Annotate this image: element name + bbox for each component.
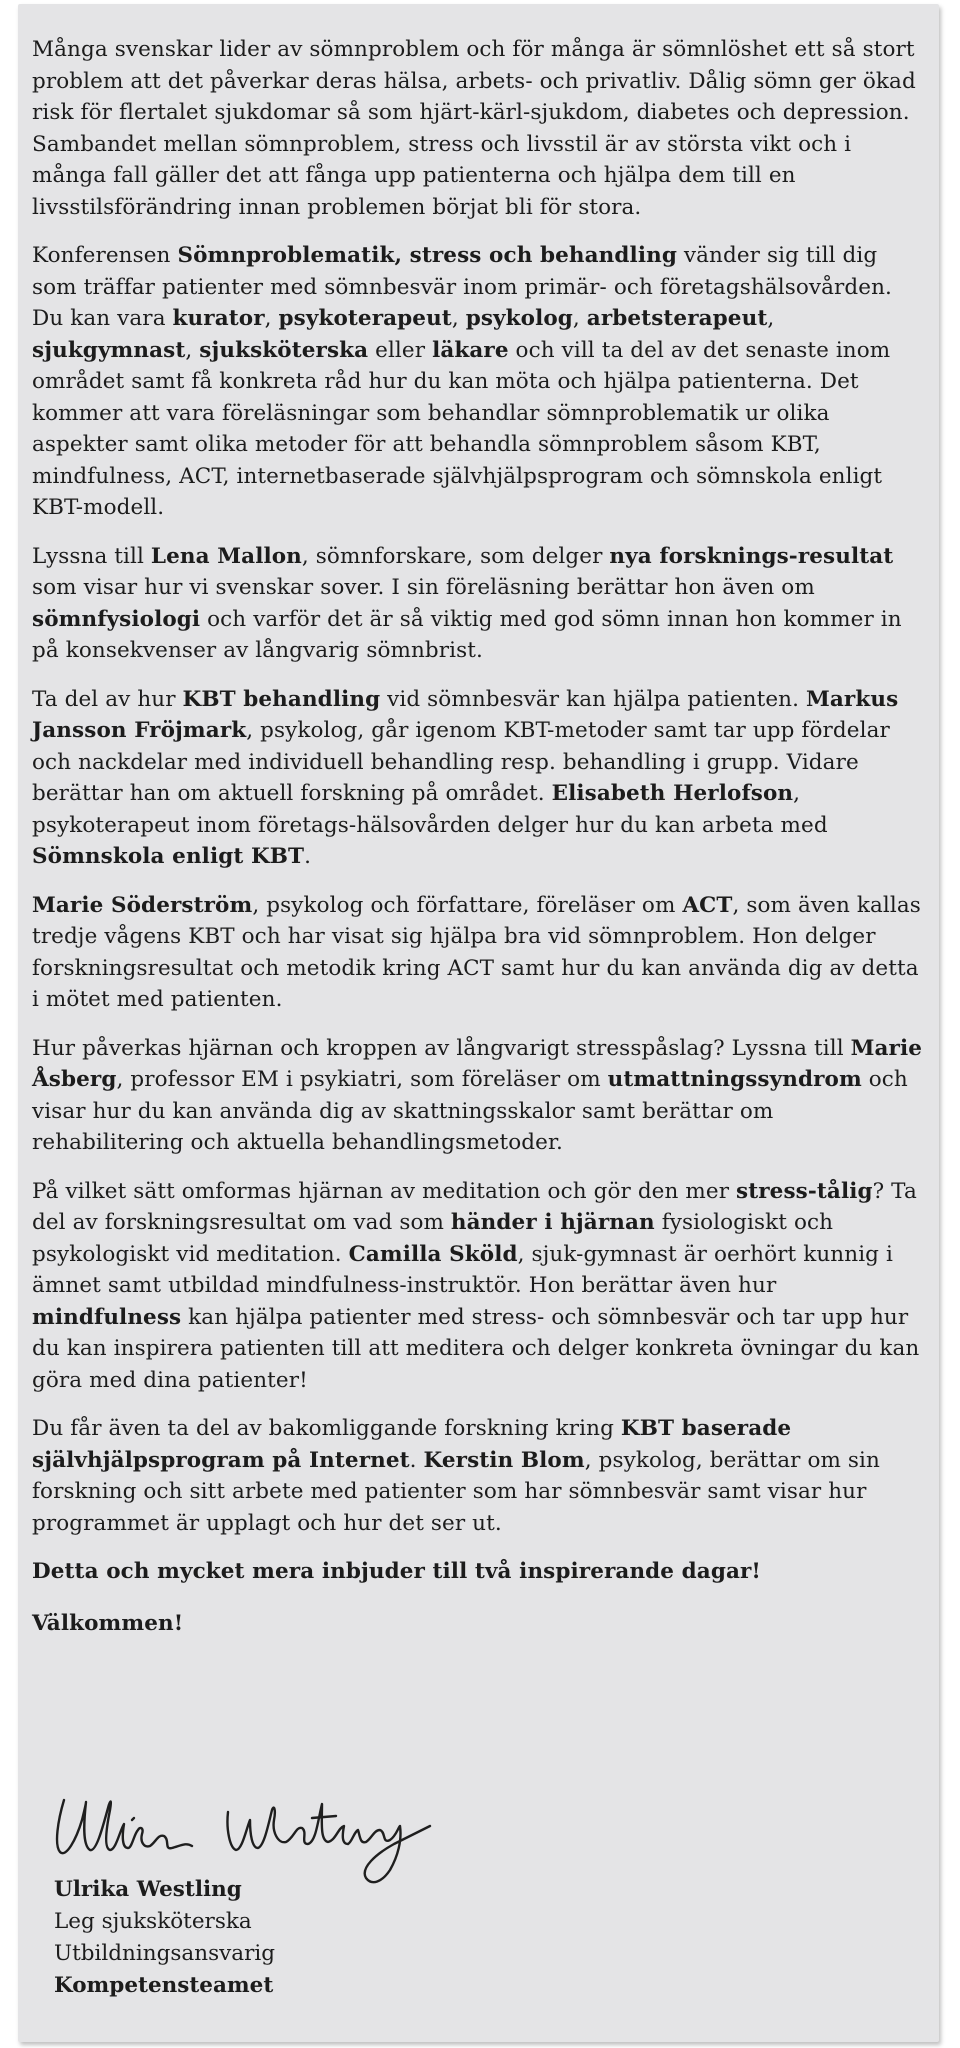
bold-text: händer i hjärnan — [450, 1210, 655, 1235]
text-run: , sömnforskare, som delger — [301, 543, 610, 569]
bold-text: mindfulness — [32, 1304, 182, 1330]
text-run: Lyssna till — [32, 543, 151, 569]
bold-text: Marie Åsberg — [32, 1035, 923, 1092]
paragraph — [32, 1413, 927, 1539]
bold-text: sömnfysiologi — [32, 606, 201, 632]
text-run: , — [185, 337, 200, 363]
text-run: Hur påverkas hjärnan och kroppen av långvarigt stresspåslag? Lyssna till — [32, 1035, 851, 1061]
signer-title: Leg sjuksköterska — [54, 1909, 252, 1934]
text-run: kan hjälpa patienter med stress- och sömnbesvär och tar upp hur du kan inspirera patienten till att meditera och delger konkreta övningar du kan göra med dina patienter! — [32, 1304, 920, 1393]
text-run: , — [264, 306, 279, 331]
closing-line: Detta och mycket mera inbjuder till två inspirerande dagar! — [32, 1559, 761, 1584]
text-run: vänder sig till dig som träffar patienter med sömnbesvär inom primär- och företagshälsovården. Du kan vara — [32, 243, 892, 331]
text-run: Många svenskar lider av sömnproblem och för många är sömnlöshet ett så stort problem att det påverkar deras hälsa, arbets- och privatliv. Dålig sömn ger ökad risk för flertalet sjukdomar så som hjärt-kärl-sjukdom, diabetes och depression. Sambandet mellan sömnproblem, stress och livsstil är av största vikt och i många fall gäller det att fånga upp patienterna och hjälpa dem till en livsstilsförändring innan problemen börjat bli för stora. — [32, 37, 916, 220]
bold-text: Marie Söderström — [32, 892, 253, 918]
text-run: fysiologiskt och psykologiskt vid meditation. — [32, 1210, 834, 1267]
text-run: , — [451, 306, 466, 331]
bold-text: nya forsknings-resultat — [609, 543, 894, 569]
welcome-line: Välkommen! — [32, 1610, 184, 1636]
bold-text: ACT — [682, 892, 733, 918]
text-run: Konferensen — [32, 243, 178, 268]
text-run: , professor EM i psykiatri, som föreläser om — [116, 1067, 608, 1092]
bold-text: Sömnskola enligt KBT — [32, 844, 305, 869]
text-run: och visar hur du kan använda dig av skattningsskalor samt berättar om rehabilitering och aktuella behandlingsmetoder. — [32, 1067, 908, 1155]
text-run: . — [304, 844, 312, 869]
signature-block — [54, 1874, 275, 2002]
bold-text: stress-tålig — [736, 1178, 873, 1204]
letter-body — [32, 34, 927, 1659]
bold-text: Camilla Sköld — [348, 1241, 518, 1267]
bold-text: Markus Jansson Fröjmark — [32, 686, 899, 743]
signer-organization: Kompetensteamet — [54, 1973, 274, 1998]
bold-text: KBT baserade självhjälpsprogram på Internet — [32, 1416, 792, 1473]
bold-text: arbetsterapeut — [586, 306, 768, 331]
paragraph — [32, 684, 927, 873]
text-run: På vilket sätt omformas hjärnan av meditation och gör den mer — [32, 1178, 737, 1204]
bold-text: Lena Mallon — [150, 543, 302, 569]
paragraph — [32, 890, 927, 1016]
bold-text: Sömnproblematik, stress och behandling — [177, 243, 677, 268]
text-run: , psykolog, berättar om sin forskning och sitt arbete med patienter som har sömnbesvär samt visar hur programmet är upplagt och hur det ser ut. — [32, 1447, 880, 1536]
signer-role: Utbildningsansvarig — [54, 1941, 275, 1966]
text-run: , psykolog, går igenom KBT-metoder samt tar upp fördelar och nackdelar med individuell behandling resp. behandling i grupp. Vidare berättar han om aktuell forskning på området. — [32, 718, 890, 806]
letter-card — [18, 4, 939, 2042]
paragraph — [32, 240, 927, 524]
text-run: och vill ta del av det senaste inom området samt få konkreta råd hur du kan möta och hjälpa patienterna. Det kommer att vara föreläsningar som behandlar sömnproblematik ur olika aspekter samt olika metoder för att behandla sömnproblem såsom KBT, mindfulness, ACT, internetbaserade självhjälpsprogram och sömnskola enligt KBT-modell. — [32, 337, 891, 520]
text-run: . — [409, 1447, 424, 1473]
text-run: Du får även ta del av bakomliggande forskning kring — [32, 1416, 621, 1441]
paragraph — [32, 34, 927, 223]
text-run: ? Ta del av forskningsresultat om vad som — [32, 1178, 917, 1235]
bold-text: Kerstin Blom — [423, 1447, 585, 1473]
text-run: , — [572, 306, 587, 331]
bold-text: psykolog — [465, 306, 573, 331]
text-run: , — [767, 306, 775, 331]
bold-text: utmattningssyndrom — [607, 1067, 862, 1092]
bold-text: sjukgymnast — [32, 337, 186, 363]
paragraph — [32, 1176, 927, 1397]
text-run: , som även kallas tredje vågens KBT och har visat sig hjälpa bra vid sömnproblem. Hon delger forskningsresultat och metodik kring ACT samt hur du kan använda dig av detta i mötet med patienten. — [32, 892, 921, 1012]
bold-text: KBT behandling — [182, 686, 381, 712]
paragraph — [32, 1033, 927, 1159]
text-run: , psykoterapeut inom företags-hälsovården delger hur du kan arbeta med — [32, 781, 828, 838]
bold-text: läkare — [432, 337, 509, 363]
signer-name: Ulrika Westling — [54, 1877, 242, 1902]
text-run: Ta del av hur — [32, 686, 183, 712]
text-run: , psykolog och författare, föreläser om — [252, 892, 683, 918]
text-run: eller — [368, 337, 433, 363]
text-run: som visar hur vi svenskar sover. I sin föreläsning berättar hon även om — [32, 575, 815, 600]
bold-text: Elisabeth Herlofson — [551, 781, 794, 806]
paragraph — [32, 541, 927, 667]
text-run: vid sömnbesvär kan hjälpa patienten. — [380, 686, 806, 712]
bold-text: kurator — [172, 306, 265, 331]
bold-text: sjuksköterska — [199, 337, 369, 363]
text-run: , sjuk-gymnast är oerhört kunnig i ämnet samt utbildad mindfulness-instruktör. Hon berättar även hur — [32, 1241, 893, 1298]
bold-text: psykoterapeut — [278, 306, 452, 331]
text-run: och varför det är så viktig med god sömn innan hon kommer in på konsekvenser av långvarig sömnbrist. — [32, 606, 902, 663]
